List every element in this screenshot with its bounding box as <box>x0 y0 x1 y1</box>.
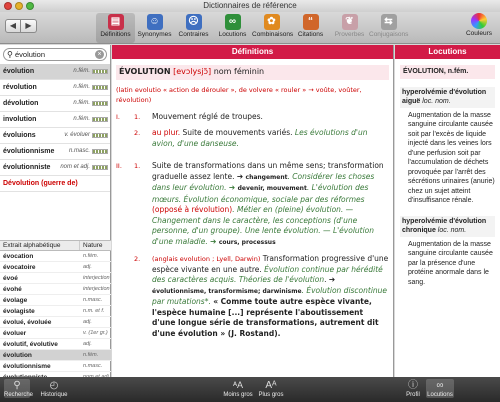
window-controls <box>4 2 34 10</box>
alpha-nature: n.m. et f. <box>83 308 105 314</box>
results-list <box>0 64 110 192</box>
etymology: (latin evolutio « action de dérouler », de volvere « rouler » → voûte, voûter, révolution) <box>116 85 362 104</box>
locution-item <box>400 216 495 288</box>
alpha-rows <box>0 251 111 383</box>
result-item[interactable] <box>0 112 110 128</box>
alpha-nature: interjection <box>83 286 110 292</box>
alpha-word: évocation <box>3 253 34 260</box>
tab-dfinitions[interactable] <box>96 13 135 43</box>
result-word: involution <box>3 116 37 123</box>
forward-button[interactable]: ▶ <box>21 19 37 33</box>
result-category: n.fém. <box>73 116 90 122</box>
plus-gros-label: Plus gros <box>258 392 284 398</box>
subsense-number: 2. <box>134 255 141 263</box>
alpha-word: évolagiste <box>3 308 35 315</box>
result-word: évolution <box>3 68 35 75</box>
result-word: dévolution <box>3 100 39 107</box>
definition-text: Suite de transformations dans un même sens; transformation graduelle assez lente. ➔ <box>152 161 384 181</box>
alpha-nature: n.masc. <box>83 297 103 303</box>
alpha-col-word-header[interactable]: Extrait alphabétique <box>0 241 80 250</box>
back-button[interactable]: ◀ <box>5 19 21 33</box>
result-category: nom et adj. <box>60 164 90 170</box>
tab-label: Locutions <box>218 31 247 38</box>
alpha-nature: v. (1er gr.) <box>83 330 108 336</box>
sense-2-1 <box>134 161 389 248</box>
locutions-title: ÉVOLUTION, n.fém. <box>400 65 495 79</box>
tab-icon: “ <box>303 14 319 30</box>
alpha-word: évolutionnisme <box>3 363 51 370</box>
clear-search-icon[interactable]: × <box>95 50 104 59</box>
larger-text-button[interactable] <box>256 379 286 398</box>
alpha-word: évolué, évoluée <box>3 319 52 326</box>
sense-1-1 <box>134 112 389 123</box>
alpha-row[interactable] <box>0 273 111 284</box>
xref-link[interactable]: devenir, mouvement <box>237 185 307 192</box>
sense-2-2 <box>134 254 389 339</box>
definitions-body <box>112 59 393 345</box>
subsense-number: 2. <box>134 129 141 137</box>
frequency-bars-icon <box>92 85 108 90</box>
domain-label: au plur. <box>152 128 181 137</box>
tab-icon: ☺ <box>147 14 163 30</box>
alpha-row[interactable] <box>0 251 111 262</box>
locution-text: Augmentation de la masse sanguine circulante causée par la présence d'une protéine anormale dans le sang. <box>408 240 493 286</box>
alpha-nature: adj. <box>83 341 92 347</box>
toolbar <box>0 12 500 44</box>
frequency-bars-icon <box>92 133 108 138</box>
recherche-label: Recherche <box>4 392 34 398</box>
alpha-word: évolage <box>3 297 28 304</box>
tab-label: Définitions <box>100 31 131 38</box>
result-word: révolution <box>3 84 37 91</box>
result-word: Dévolution (guerre de) <box>3 180 78 187</box>
result-item[interactable] <box>0 160 110 176</box>
window-title: Dictionnaires de référence <box>203 1 297 10</box>
xref-link[interactable]: évolutionnisme, transformisme; darwinisme <box>152 287 302 295</box>
tab-citations[interactable] <box>291 13 330 43</box>
example-text: . Considérer les choses dans leur évolution. ➔ <box>152 171 375 192</box>
recherche-button[interactable] <box>4 379 34 398</box>
alpha-table-header <box>0 240 111 251</box>
colors-button[interactable] <box>462 13 496 37</box>
result-item[interactable] <box>0 64 110 80</box>
result-word: évolutionnisme <box>3 148 55 155</box>
locution-text: Augmentation de la masse sanguine circulante causée soit par l'excès de liquide injecté dans les veines lors d'une perfusion soit par l'accumulation de déchets provoquée par l'arrêt des sécrétions urinaires (anurie) chez un sujet atteint d'insuffisance rénale. <box>408 111 495 204</box>
locution-item <box>400 87 495 206</box>
opposite-note: (opposé à révolution) <box>152 205 233 214</box>
part-of-speech: nom féminin <box>213 67 265 76</box>
locutions-button[interactable] <box>426 379 454 398</box>
alpha-word: évolutif, évolutive <box>3 341 58 348</box>
clock-icon: ◴ <box>49 380 59 391</box>
frequency-bars-icon <box>92 165 108 170</box>
alpha-word: évolution <box>3 352 32 359</box>
alpha-row[interactable] <box>0 262 111 273</box>
zoom-button[interactable] <box>26 2 34 10</box>
alpha-col-nature-header[interactable]: Nature <box>83 242 103 249</box>
definitions-header: Définitions <box>112 45 393 59</box>
etymology-note: (anglais evolution ; Lyell, Darwin) <box>152 255 261 263</box>
historique-button[interactable] <box>34 379 74 398</box>
locution-category: loc. nom. <box>437 227 467 234</box>
search-input[interactable]: évolution <box>15 50 46 59</box>
result-item[interactable] <box>0 80 110 96</box>
text-larger-icon: Aᴬ <box>265 380 277 391</box>
frequency-bars-icon <box>92 101 108 106</box>
dictionary-tabs <box>96 13 408 43</box>
colors-label: Couleurs <box>465 30 492 37</box>
subsense-text <box>152 161 389 248</box>
alpha-nature: n.fém. <box>83 352 99 358</box>
sense-number: II. <box>116 162 122 170</box>
alpha-word: évoé <box>3 275 18 282</box>
headword: ÉVOLUTION <box>119 67 171 76</box>
color-wheel-icon <box>471 13 487 29</box>
alpha-row[interactable] <box>0 350 111 361</box>
tab-label: Proverbes <box>334 31 365 38</box>
alpha-nature: adj. <box>83 319 92 325</box>
profil-label: Profil <box>406 392 420 398</box>
result-word: évoluions <box>3 132 36 139</box>
quotation: « Comme toute autre espèce vivante, l'espèce humaine [...] représente l'aboutissement d'une longue série de transformations, autrement dit d'une évolution » (J. Rostand). <box>152 297 379 338</box>
subsense-text: Mouvement réglé de troupes. <box>152 111 263 121</box>
locutions-panel <box>395 45 500 377</box>
sense-number: I. <box>116 112 120 121</box>
locutions-header: Locutions <box>395 45 500 59</box>
title-bar <box>0 0 500 12</box>
alpha-word: évocatoire <box>3 264 36 271</box>
text-smaller-icon: ᴬA <box>232 380 244 390</box>
tab-icon: ❦ <box>342 14 358 30</box>
tab-contraires[interactable] <box>174 13 213 43</box>
search-field[interactable] <box>3 48 107 61</box>
tab-label: Contraires <box>178 31 209 38</box>
nav-buttons <box>5 19 37 33</box>
left-panel <box>0 45 111 377</box>
tab-synonymes[interactable] <box>135 13 174 43</box>
frequency-bars-icon <box>92 117 108 122</box>
info-icon: ⓘ <box>408 380 418 391</box>
tab-label: Synonymes <box>137 31 172 38</box>
subsense-text <box>152 254 389 339</box>
tab-label: Combinaisons <box>252 31 294 38</box>
result-item[interactable] <box>0 176 110 192</box>
example-text: Évolution continue par hérédité des caractères acquis. Théories de l'évolution <box>152 264 383 284</box>
tab-icon: ✿ <box>264 14 280 30</box>
definition-text: Suite de mouvements variés. <box>180 128 295 137</box>
subsense-number: 1. <box>134 112 141 121</box>
tab-label: Conjugaisons <box>369 31 409 38</box>
bottom-bar <box>0 377 500 402</box>
locution-head: hyperolvémie d'évolution chronique <box>402 217 487 234</box>
locutions-icon: ∞ <box>436 380 444 391</box>
minimize-button[interactable] <box>15 2 23 10</box>
definition-text: Transformation progressive d'une espèce vivante en une autre. <box>152 254 389 274</box>
alpha-nature: adj. <box>83 264 92 270</box>
phonetic: [evɔlysjɔ̃] <box>173 67 212 76</box>
alpha-row[interactable] <box>0 295 111 306</box>
sense-2 <box>116 161 389 345</box>
locutions-body <box>395 59 500 287</box>
headword-line <box>116 65 389 80</box>
moins-gros-label: Moins gros <box>223 392 253 398</box>
result-item[interactable] <box>0 128 110 144</box>
tab-icon: ∞ <box>225 14 241 30</box>
sense-1 <box>116 112 389 156</box>
alpha-row[interactable] <box>0 306 111 317</box>
alpha-word: évohé <box>3 286 22 293</box>
frequency-bars-icon <box>92 149 108 154</box>
tab-locutions[interactable] <box>213 13 252 43</box>
alpha-row[interactable] <box>0 328 111 339</box>
example-text: . L'évolution des mœurs. Évolution économique, sociale par des réformes <box>152 183 369 204</box>
tab-label: Citations <box>297 31 324 38</box>
result-item[interactable] <box>0 144 110 160</box>
search-icon: ⚲ <box>7 50 13 59</box>
alpha-row[interactable] <box>0 284 111 295</box>
sense-1-2 <box>134 128 389 149</box>
subsense-number: 1. <box>134 162 141 170</box>
alpha-nature: n.masc. <box>83 363 103 369</box>
alphabetical-extract <box>0 240 111 383</box>
alpha-nature: interjection <box>83 275 110 281</box>
result-category: n.fém. <box>73 68 90 74</box>
subsense-text <box>152 128 389 149</box>
tab-icon: ☹ <box>186 14 202 30</box>
xref-link[interactable]: changement <box>245 173 288 181</box>
result-category: n.fém. <box>73 84 90 90</box>
result-word: évolutionniste <box>3 164 51 171</box>
alpha-row[interactable] <box>0 361 111 372</box>
tab-icon: ▤ <box>108 14 124 30</box>
alpha-row[interactable] <box>0 339 111 350</box>
smaller-text-button[interactable] <box>222 379 254 398</box>
xref-link[interactable]: cours, processus <box>218 238 276 246</box>
alpha-word: évoluer <box>3 330 27 337</box>
result-category: n.fém. <box>73 100 90 106</box>
definitions-panel <box>112 45 394 377</box>
profil-button[interactable] <box>402 379 424 398</box>
alpha-row[interactable] <box>0 317 111 328</box>
example-text: . Évolution discontinue par mutations*. <box>152 285 388 306</box>
frequency-bars-icon <box>92 69 108 74</box>
tab-icon: ⇆ <box>381 14 397 30</box>
result-category: n.masc. <box>68 148 90 154</box>
result-item[interactable] <box>0 96 110 112</box>
tab-combinaisons[interactable] <box>252 13 294 43</box>
example-text: Les évolutions d'un avion, d'une danseuse. <box>152 128 368 148</box>
locution-head: hyperolvémie d'évolution aiguë <box>402 88 487 105</box>
alpha-nature: n.fém. <box>83 253 99 259</box>
result-category: v. évoluer <box>64 132 90 138</box>
historique-label: Historique <box>40 392 68 398</box>
example-text: . Métier en (pleine) évolution. — Changement dans le caractère, les conceptions (d'une personne, d'un groupe). Une lente évolution. — L'évolution d'une maladie. ➔ <box>152 205 375 246</box>
arrow-text: . ➔ <box>324 275 336 284</box>
close-button[interactable] <box>4 2 12 10</box>
tab-conjugaisons[interactable] <box>369 13 408 43</box>
tab-proverbes[interactable] <box>330 13 369 43</box>
locutions-label: Locutions <box>427 392 453 398</box>
search-icon: ⚲ <box>13 380 21 391</box>
locution-category: loc. nom. <box>422 98 451 105</box>
